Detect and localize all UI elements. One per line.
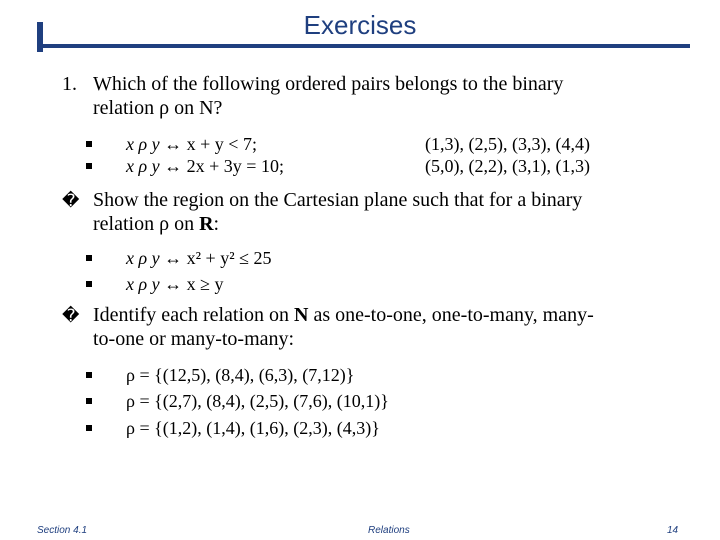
box-glyph-icon: � bbox=[62, 306, 80, 326]
slide-title: Exercises bbox=[303, 10, 417, 40]
title-rule bbox=[37, 44, 690, 48]
ordered-pairs: (1,3), (2,5), (3,3), (4,4) bbox=[425, 134, 590, 154]
bullet-icon bbox=[86, 255, 92, 261]
sub-item: x ρ y ↔ x ≥ y bbox=[126, 274, 224, 294]
question-text bbox=[93, 303, 673, 351]
question-number: 1. bbox=[62, 73, 77, 95]
bullet-icon bbox=[86, 398, 92, 404]
question-line: to-one or many-to-many: bbox=[93, 328, 295, 350]
bullet-icon bbox=[86, 141, 92, 147]
sub-item: ρ = {(1,2), (1,4), (1,6), (2,3), (4,3)} bbox=[126, 418, 380, 438]
question-line: Identify each relation on N as one-to-one, one-to-many, many- bbox=[93, 304, 594, 326]
box-glyph-icon: � bbox=[62, 191, 80, 211]
question-line: Show the region on the Cartesian plane such that for a binary bbox=[93, 189, 583, 211]
question-text bbox=[93, 188, 673, 236]
bullet-icon bbox=[86, 425, 92, 431]
question-line: relation ρ on N? bbox=[93, 97, 223, 119]
sub-item: x ρ y ↔ x + y < 7; bbox=[126, 134, 257, 154]
question-line: relation ρ on R: bbox=[93, 213, 220, 235]
sub-item: ρ = {(12,5), (8,4), (6,3), (7,12)} bbox=[126, 365, 355, 385]
sub-item: x ρ y ↔ 2x + 3y = 10; bbox=[126, 156, 284, 176]
bullet-icon bbox=[86, 281, 92, 287]
bullet-icon bbox=[86, 163, 92, 169]
sub-item: x ρ y ↔ x² + y² ≤ 25 bbox=[126, 248, 272, 268]
bullet-icon bbox=[86, 372, 92, 378]
footer-section: Section 4.1 bbox=[37, 525, 88, 536]
footer-center: Relations bbox=[368, 525, 410, 536]
sub-item: ρ = {(2,7), (8,4), (2,5), (7,6), (10,1)} bbox=[126, 391, 389, 411]
question-text bbox=[93, 72, 673, 120]
ordered-pairs: (5,0), (2,2), (3,1), (1,3) bbox=[425, 156, 590, 176]
question-line: Which of the following ordered pairs belongs to the binary bbox=[93, 73, 564, 95]
page-number: 14 bbox=[667, 525, 679, 536]
